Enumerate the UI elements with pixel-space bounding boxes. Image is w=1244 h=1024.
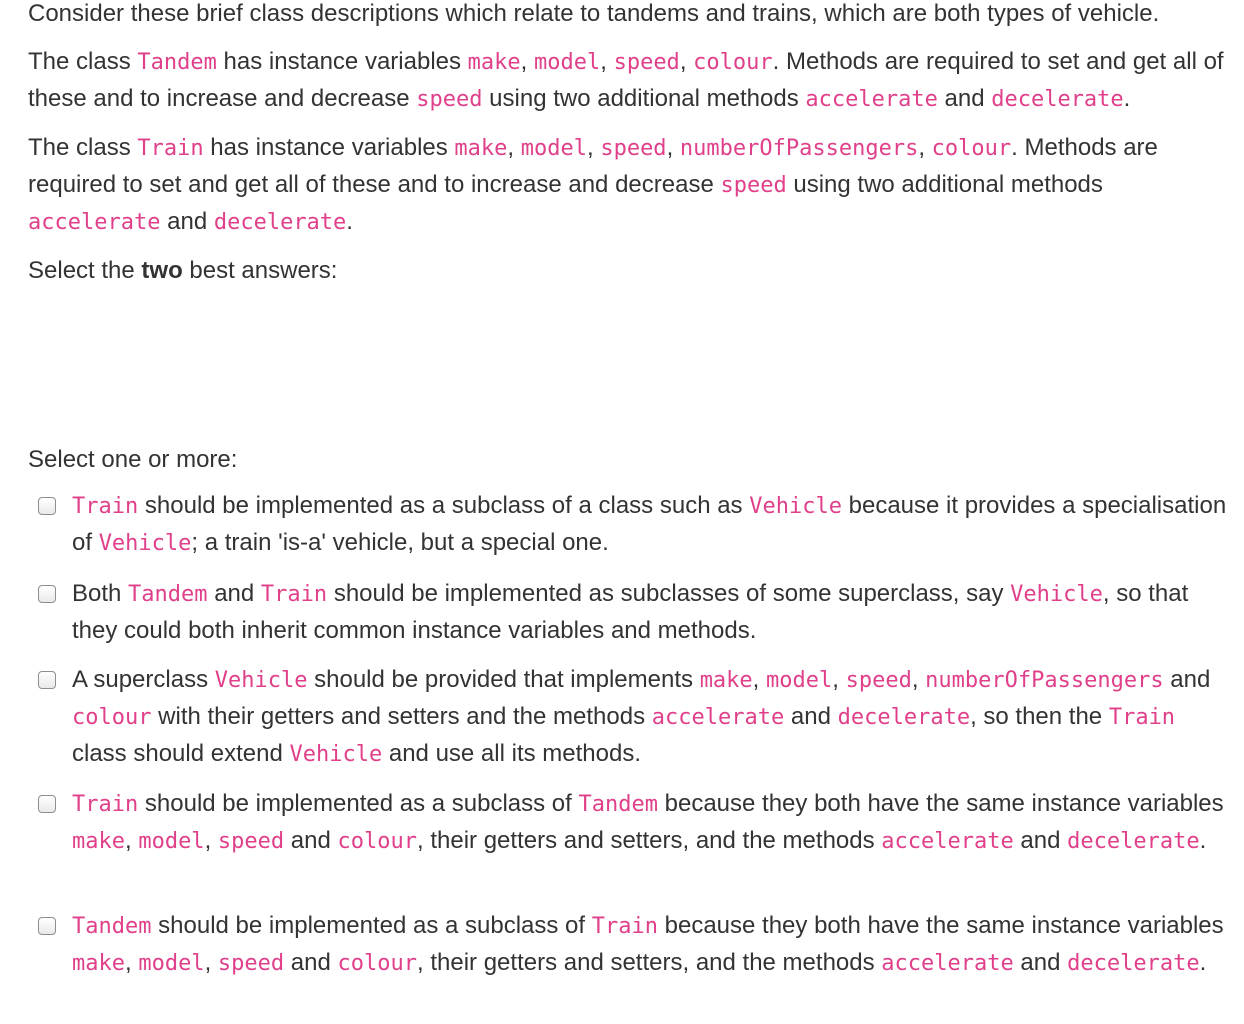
code-make: make xyxy=(454,136,508,161)
answer-label-5[interactable]: Tandem should be implemented as a subclass of Train because they both have the same instance variables make, model, speed and colour, their getters and setters, and the methods accelerate and decelerate. xyxy=(72,912,1224,976)
answer-prompt: Select one or more: xyxy=(28,446,238,473)
question-intro: Consider these brief class descriptions which relate to tandems and trains, which are both types of vehicle. xyxy=(28,0,1160,27)
answer-checkbox-5[interactable] xyxy=(38,917,56,935)
code-train: Train xyxy=(137,136,204,161)
code-make: make xyxy=(467,50,521,75)
code-colour: colour xyxy=(931,136,1012,161)
code-model: model xyxy=(520,136,587,161)
question-instruction: Select the two best answers: xyxy=(28,257,338,284)
code-speed: speed xyxy=(613,50,680,75)
code-decelerate: decelerate xyxy=(991,87,1124,112)
code-decelerate: decelerate xyxy=(213,210,347,235)
train-description: The class Train has instance variables make, model, speed, numberOfPassengers, colour. Methods are required to set and get all of these and to increase and decrease speed using two additional methods accelerate and decelerate. xyxy=(28,134,1158,235)
answer-label-4[interactable]: Train should be implemented as a subclass of Tandem because they both have the same instance variables make, model, speed and colour, their getters and setters, and the methods accelerate and decelerate. xyxy=(72,790,1224,854)
answer-label-1[interactable]: Train should be implemented as a subclass of a class such as Vehicle because it provides a specialisation of Vehicle; a train 'is-a' vehicle, but a special one. xyxy=(72,492,1227,556)
code-accelerate: accelerate xyxy=(28,210,161,235)
code-speed: speed xyxy=(416,87,483,112)
answer-checkbox-2[interactable] xyxy=(38,585,56,603)
code-tandem: Tandem xyxy=(137,50,217,75)
code-speed: speed xyxy=(600,136,667,161)
answer-checkbox-3[interactable] xyxy=(38,671,56,689)
code-model: model xyxy=(534,50,601,75)
code-colour: colour xyxy=(693,50,773,75)
code-speed: speed xyxy=(720,173,787,198)
code-number-of-passengers: numberOfPassengers xyxy=(679,136,919,161)
emphasis-two: two xyxy=(141,257,183,284)
tandem-description: The class Tandem has instance variables make, model, speed, colour. Methods are required to set and get all of these and to increase and decrease speed using two additional methods accelerate and decelerate. xyxy=(28,48,1224,112)
answer-checkbox-1[interactable] xyxy=(38,497,56,515)
question-text xyxy=(28,0,1228,301)
answer-label-3[interactable]: A superclass Vehicle should be provided that implements make, model, speed, numberOfPassengers and colour with their getters and setters and the methods accelerate and decelerate, so then the Train class should extend Vehicle and use all its methods. xyxy=(72,666,1211,767)
code-accelerate: accelerate xyxy=(805,87,938,112)
answer-checkbox-4[interactable] xyxy=(38,795,56,813)
answer-label-2[interactable]: Both Tandem and Train should be implemented as subclasses of some superclass, say Vehicle, so that they could both inherit common instance variables and methods. xyxy=(72,580,1189,644)
